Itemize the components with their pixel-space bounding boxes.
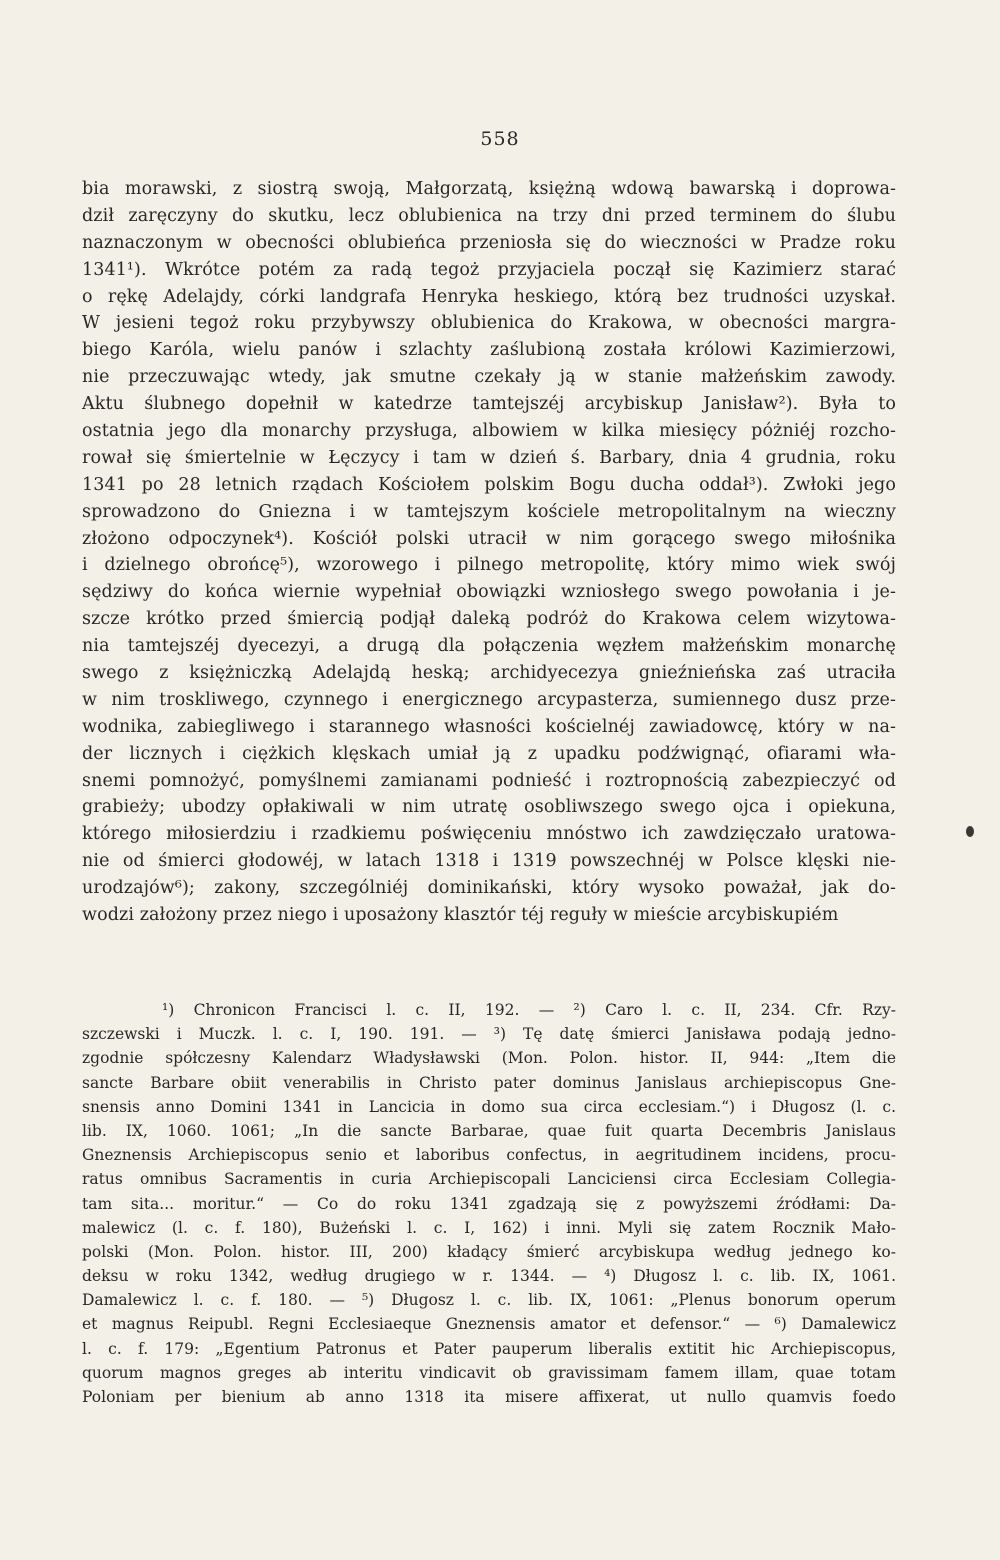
footnote-line: szczewski i Muczk. l. c. I, 190. 191. — ³) Tę datę śmierci Janisława podają jedno- bbox=[82, 1025, 896, 1044]
footnote-line: ratus omnibus Sacramentis in curia Archiepiscopali Lanciciensi circa Ecclesiam Collegia- bbox=[82, 1170, 896, 1189]
footnote-line: Poloniam per bienium ab anno 1318 ita misere affixerat, ut nullo quamvis foedo bbox=[82, 1388, 896, 1406]
body-text-line: o rękę Adelajdy, córki landgrafa Henryka heskiego, którą bez trudności uzyskał. bbox=[82, 286, 896, 307]
body-text-line: nia tamtejszéj dyecezyi, a drugą dla połączenia węzłem małżeńskim monarchę bbox=[82, 636, 896, 657]
footnote-line: malewicz (l. c. f. 180), Bużeński l. c. I, 162) i inni. Myli się zatem Rocznik Mało- bbox=[82, 1218, 896, 1237]
body-text-line: nie od śmierci głodowéj, w latach 1318 i 1319 powszechnéj w Polsce klęski nie- bbox=[82, 851, 896, 872]
footnote-line: deksu w roku 1342, według drugiego w r. 1344. — ⁴) Długosz l. c. lib. IX, 1061. bbox=[82, 1267, 896, 1286]
body-text-line: snemi pomnożyć, pomyślnemi zamianami podnieść i roztropnością zabezpieczyć od bbox=[82, 770, 896, 791]
footnote-line: quorum magnos greges ab interitu vindicavit ob gravissimam famem illam, quae totam bbox=[82, 1363, 896, 1382]
footnote-line: zgodnie spółczesny Kalendarz Władysławski (Mon. Polon. histor. II, 944: „Item die bbox=[82, 1049, 896, 1068]
body-text-line: dził zaręczyny do skutku, lecz oblubienica na trzy dni przed terminem do ślubu bbox=[82, 205, 896, 226]
footnote-line: Damalewicz l. c. f. 180. — ⁵) Długosz l. c. lib. IX, 1061: „Plenus bonorum operum bbox=[82, 1291, 896, 1310]
page-number: 558 bbox=[480, 128, 520, 150]
footnote-line: Gneznensis Archiepiscopus senio et laboribus confectus, in aegritudinem incidens, procu- bbox=[82, 1146, 896, 1165]
body-text-line: naznaczonym w obecności oblubieńca przeniosła się do wieczności w Pradze roku bbox=[82, 232, 896, 253]
body-text-line: nie przeczuwając wtedy, jak smutne czekały ją w stanie małżeńskim zawody. bbox=[82, 367, 896, 388]
body-text-line: der licznych i ciężkich klęskach umiał ją z upadku podźwignąć, ofiarami wła- bbox=[82, 743, 896, 764]
body-text-line: w nim troskliwego, czynnego i energicznego arcypasterza, sumiennego dusz prze- bbox=[82, 689, 896, 710]
body-text-line: bia morawski, z siostrą swoją, Małgorzatą, księżną wdową bawarską i doprowa- bbox=[82, 179, 896, 199]
body-text-line: rował się śmiertelnie w Łęczycy i tam w dzień ś. Barbary, dnia 4 grudnia, roku bbox=[82, 447, 896, 468]
body-text-line: swego z księżniczką Adelajdą heską; archidyecezya gnieźnieńska zaś utraciła bbox=[82, 663, 896, 684]
body-text-line: grabieży; ubodzy opłakiwali w nim utratę osobliwszego swego ojca i opiekuna, bbox=[82, 797, 896, 818]
body-text-line: W jesieni tegoż roku przybywszy oblubienica do Krakowa, w obecności margra- bbox=[82, 313, 896, 334]
body-text-line: sprowadzono do Gniezna i w tamtejszym kościele metropolitalnym na wieczny bbox=[82, 501, 896, 522]
footnote-line: ¹) Chronicon Francisci l. c. II, 192. — ²) Caro l. c. II, 234. Cfr. Rzy- bbox=[162, 1001, 896, 1019]
body-text-line: szcze krótko przed śmiercią podjął daleką podróż do Krakowa celem wizytowa- bbox=[82, 609, 896, 630]
main-text-block bbox=[82, 176, 896, 929]
body-text-line: biego Karóla, wielu panów i szlachty zaślubioną została królowi Kazimierzowi, bbox=[82, 340, 896, 361]
body-text-line: 1341 po 28 letnich rządach Kościołem polskim Bogu ducha oddał³). Zwłoki jego bbox=[82, 474, 896, 495]
footnote-line: et magnus Reipubl. Regni Ecclesiaeque Gneznensis amator et defensor.“ — ⁶) Damalewicz bbox=[82, 1315, 896, 1334]
margin-ink-mark bbox=[966, 826, 974, 837]
body-text-line: którego miłosierdziu i rzadkiemu poświęceniu mnóstwo ich zawdzięczało uratowa- bbox=[82, 824, 896, 845]
body-text-line: wodnika, zabiegliwego i starannego własności kościelnéj zawiadowcę, który w na- bbox=[82, 716, 896, 737]
body-text-line: i dzielnego obrońcę⁵), wzorowego i pilnego metropolitę, który mimo wiek swój bbox=[82, 555, 896, 576]
body-text-line: sędziwy do końca wiernie wypełniał obowiązki wzniosłego swego powołania i je- bbox=[82, 582, 896, 603]
footnote-line: l. c. f. 179: „Egentium Patronus et Pater pauperum liberalis extitit hic Archiepiscopus, bbox=[82, 1339, 896, 1358]
footnote-line: tam sita... moritur.“ — Co do roku 1341 zgadzają się z powyższemi źródłami: Da- bbox=[82, 1194, 896, 1213]
footnote-line: snensis anno Domini 1341 in Lancicia in domo sua circa ecclesiam.“) i Długosz (l. c. bbox=[82, 1097, 896, 1116]
body-text-line: 1341¹). Wkrótce potém za radą tegoż przyjaciela począł się Kazimierz starać bbox=[82, 259, 896, 280]
body-text-line: ostatnia jego dla monarchy przysługa, albowiem w kilka miesięcy póżniéj rozcho- bbox=[82, 421, 896, 442]
footnote-line: sancte Barbare obiit venerabilis in Christo pater dominus Janislaus archiepiscopus Gne- bbox=[82, 1073, 896, 1092]
footnote-line: lib. IX, 1060. 1061; „In die sancte Barbarae, quae fuit quarta Decembris Janislaus bbox=[82, 1121, 896, 1140]
body-text-line: Aktu ślubnego dopełnił w katedrze tamtejszéj arcybiskup Janisław²). Była to bbox=[82, 394, 896, 415]
footnote-line: polski (Mon. Polon. histor. III, 200) kładący śmierć arcybiskupa według jednego ko- bbox=[82, 1242, 896, 1261]
body-text-line: złożono odpoczynek⁴). Kościół polski utracił w nim gorącego swego miłośnika bbox=[82, 528, 896, 549]
footnotes-block bbox=[82, 998, 896, 1409]
body-text-line: urodzajów⁶); zakony, szczególniéj dominikański, który wysoko poważał, jak do- bbox=[82, 878, 896, 899]
body-text-line: wodzi założony przez niego i uposażony klasztór téj reguły w mieście arcybiskupiém bbox=[82, 905, 839, 926]
